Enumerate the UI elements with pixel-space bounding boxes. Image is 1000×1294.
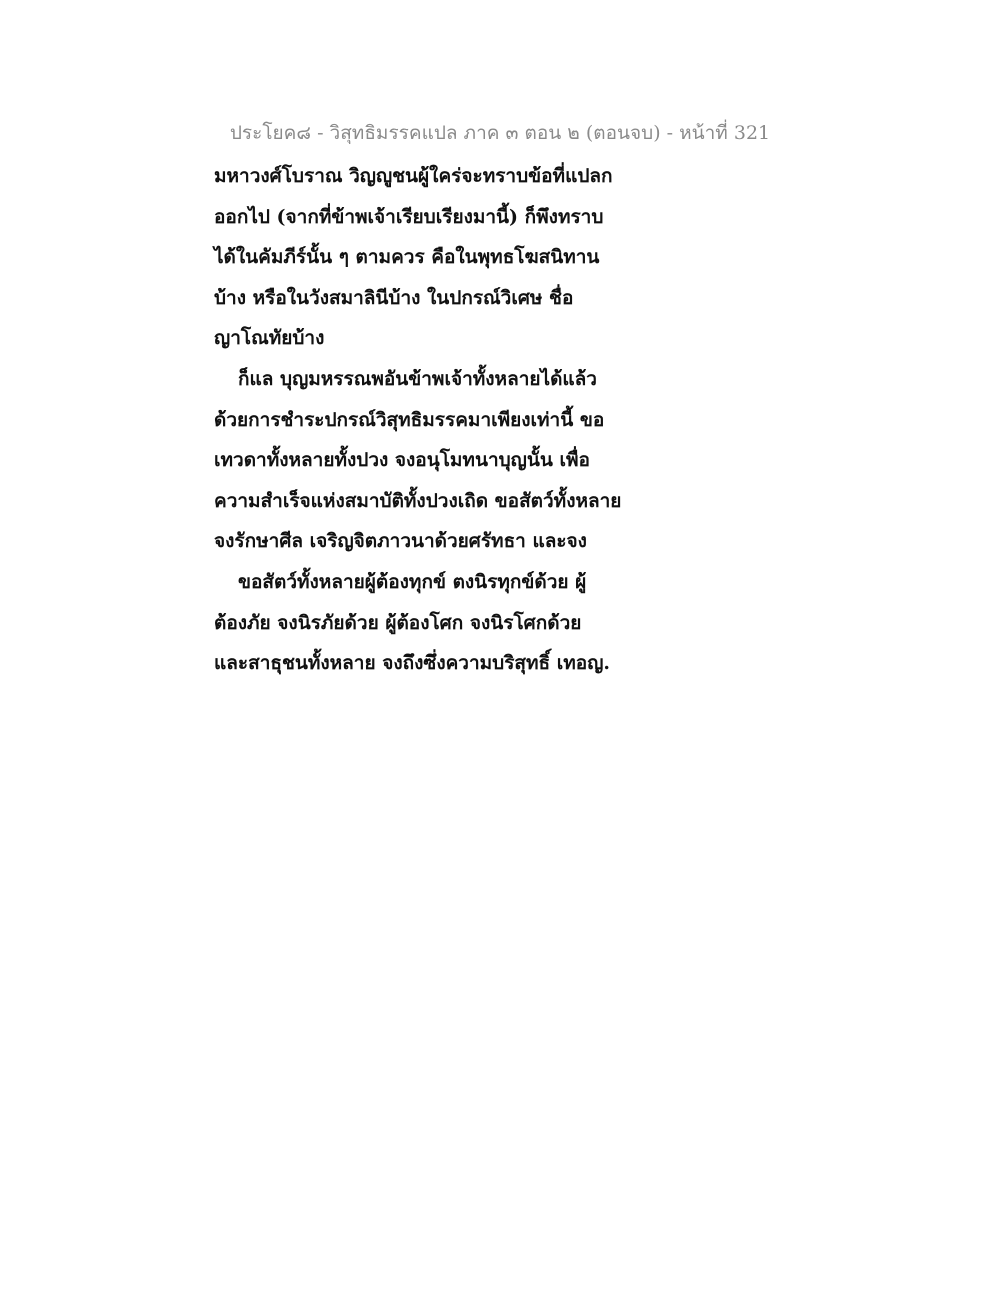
text-line: จงรักษาศีล เจริญจิตภาวนาด้วยศรัทธา และจง — [214, 530, 587, 553]
text-line: ต้องภัย จงนิรภัยด้วย ผู้ต้องโศก จงนิรโศกด้วย — [214, 611, 582, 634]
paragraph-start-line: ขอสัตว์ทั้งหลายผู้ต้องทุกข์ ตงนิรทุกข์ด้วย ผู้ — [238, 570, 587, 593]
text-line: ด้วยการชำระปกรณ์วิสุทธิมรรคมาเพียงเท่านี้ ขอ — [214, 408, 605, 431]
text-line: ออกไป (จากที่ข้าพเจ้าเรียบเรียงมานี้) ก็พึงทราบ — [214, 205, 604, 228]
paragraph-start-line: ก็แล บุญมหรรณพอันข้าพเจ้าทั้งหลายได้แล้ว — [238, 367, 597, 390]
text-line: มหาวงศ์โบราณ วิญญูชนผู้ใคร่จะทราบข้อที่แปลก — [214, 165, 613, 187]
text-line: ความสำเร็จแห่งสมาบัติทั้งปวงเถิด ขอสัตว์ทั้งหลาย — [214, 489, 622, 512]
text-line: เทวดาทั้งหลายทั้งปวง จงอนุโมทนาบุญนั้น เพื่อ — [214, 449, 590, 472]
text-line: และสาธุชนทั้งหลาย จงถึงซึ่งความบริสุทธิ์ เทอญ. — [214, 652, 610, 675]
text-line: ญาโณทัยบ้าง — [214, 327, 325, 350]
body-text — [214, 156, 654, 684]
text-line: บ้าง หรือในวังสมาลินีบ้าง ในปกรณ์วิเศษ ชื่อ — [214, 286, 574, 309]
running-header: ประโยค๘ - วิสุทธิมรรคแปล ภาค ๓ ตอน ๒ (ตอนจบ) - หน้าที่ 321 — [229, 122, 771, 144]
text-line: ได้ในคัมภีร์นั้น ๆ ตามควร คือในพุทธโฆสนิทาน — [214, 246, 600, 269]
